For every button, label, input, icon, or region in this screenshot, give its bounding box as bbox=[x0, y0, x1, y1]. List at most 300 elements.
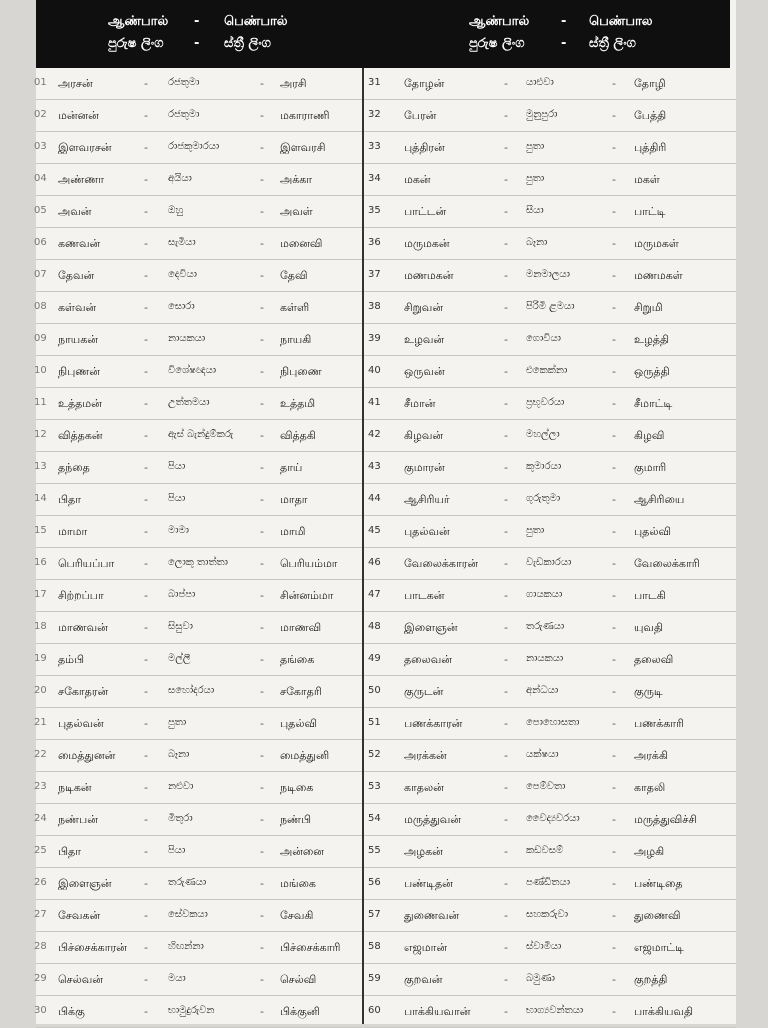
sinhala-word: උත්තමයා bbox=[168, 397, 210, 408]
table-row bbox=[36, 388, 362, 420]
dash: - bbox=[260, 1005, 264, 1018]
female-word: மங்கை bbox=[280, 877, 316, 890]
sinhala-word: තරුණයා bbox=[168, 877, 207, 888]
male-word: எஜமான் bbox=[404, 941, 448, 954]
sinhala-word: වෛද්‍යවරයා bbox=[526, 813, 580, 824]
dash: - bbox=[612, 173, 616, 186]
sinhala-word: භාමුදුරුවන bbox=[168, 1005, 215, 1016]
table-row bbox=[364, 484, 736, 516]
sinhala-word: පියා bbox=[168, 845, 186, 856]
row-number: 37 bbox=[368, 269, 381, 280]
row-number: 47 bbox=[368, 589, 381, 600]
table-row bbox=[364, 100, 736, 132]
male-word: மைத்துனன் bbox=[58, 749, 116, 762]
female-word: புத்திரி bbox=[634, 141, 667, 154]
female-word: புதல்வி bbox=[634, 525, 671, 538]
dash: - bbox=[612, 589, 616, 602]
dash: - bbox=[144, 141, 148, 154]
dash: - bbox=[504, 909, 508, 922]
row-number: 58 bbox=[368, 941, 381, 952]
header-male-tamil: ஆண்பால் bbox=[108, 14, 169, 29]
male-word: தோழன் bbox=[404, 77, 445, 90]
female-word: சின்னம்மா bbox=[280, 589, 334, 602]
dash: - bbox=[504, 973, 508, 986]
dash: - bbox=[144, 397, 148, 410]
dash: - bbox=[612, 301, 616, 314]
table-row bbox=[36, 612, 362, 644]
dash: - bbox=[144, 557, 148, 570]
dash: - bbox=[144, 877, 148, 890]
male-word: குமாரன் bbox=[404, 461, 445, 474]
dash: - bbox=[260, 941, 264, 954]
male-word: பிதா bbox=[58, 845, 81, 858]
dash: - bbox=[504, 141, 508, 154]
dash: - bbox=[612, 333, 616, 346]
dash: - bbox=[144, 493, 148, 506]
male-word: மகன் bbox=[404, 173, 431, 186]
row-number: 13 bbox=[34, 461, 47, 472]
sinhala-word: නායකයා bbox=[526, 653, 564, 664]
header-left bbox=[36, 0, 383, 68]
dash: - bbox=[260, 301, 264, 314]
table-row bbox=[36, 452, 362, 484]
sinhala-word: බෑනා bbox=[168, 749, 190, 760]
sinhala-word: ගොවියා bbox=[526, 333, 561, 344]
dash: - bbox=[260, 429, 264, 442]
male-word: இளவரசன் bbox=[58, 141, 112, 154]
row-number: 51 bbox=[368, 717, 381, 728]
sinhala-word: පෙම්වතා bbox=[526, 781, 566, 792]
dash: - bbox=[504, 397, 508, 410]
table-row bbox=[364, 612, 736, 644]
dash: - bbox=[144, 589, 148, 602]
female-word: ஆசிரியை bbox=[634, 493, 685, 506]
female-word: மகாராணி bbox=[280, 109, 330, 122]
dash: - bbox=[260, 397, 264, 410]
row-number: 09 bbox=[34, 333, 47, 344]
female-word: சகோதரி bbox=[280, 685, 322, 698]
dash: - bbox=[504, 877, 508, 890]
dash: - bbox=[260, 557, 264, 570]
dash: - bbox=[504, 813, 508, 826]
row-number: 07 bbox=[34, 269, 47, 280]
sinhala-word: බෑනා bbox=[526, 237, 548, 248]
row-number: 28 bbox=[34, 941, 47, 952]
row-number: 05 bbox=[34, 205, 47, 216]
dash: - bbox=[144, 909, 148, 922]
row-number: 20 bbox=[34, 685, 47, 696]
dash: - bbox=[504, 749, 508, 762]
sinhala-word: සේවකයා bbox=[168, 909, 208, 920]
dash: - bbox=[504, 557, 508, 570]
dash: - bbox=[144, 77, 148, 90]
female-word: பாட்டி bbox=[634, 205, 666, 218]
dash: - bbox=[612, 781, 616, 794]
sinhala-word: රාජකුමාරයා bbox=[168, 141, 220, 152]
male-word: நண்பன் bbox=[58, 813, 98, 826]
female-word: பெரியம்மா bbox=[280, 557, 338, 570]
sinhala-word: පුතා bbox=[526, 525, 545, 536]
table-row bbox=[364, 964, 736, 996]
dash: - bbox=[612, 845, 616, 858]
table-row bbox=[36, 868, 362, 900]
dash: - bbox=[144, 781, 148, 794]
female-word: மாணவி bbox=[280, 621, 322, 634]
table-row bbox=[36, 196, 362, 228]
dash: - bbox=[144, 237, 148, 250]
sinhala-word: පුතා bbox=[526, 173, 545, 184]
dash: - bbox=[260, 205, 264, 218]
male-word: அண்ணா bbox=[58, 173, 104, 186]
female-word: கள்ளி bbox=[280, 301, 310, 314]
dash: - bbox=[612, 621, 616, 634]
female-word: அவள் bbox=[280, 205, 313, 218]
header-dash: - bbox=[561, 36, 567, 51]
row-number: 06 bbox=[34, 237, 47, 248]
dash: - bbox=[504, 653, 508, 666]
table-row bbox=[364, 324, 736, 356]
row-number: 53 bbox=[368, 781, 381, 792]
sinhala-word: රජතුමා bbox=[168, 109, 200, 120]
female-word: வேலைக்காரி bbox=[634, 557, 700, 570]
dash: - bbox=[612, 525, 616, 538]
table-row bbox=[364, 68, 736, 100]
dash: - bbox=[260, 269, 264, 282]
table-row bbox=[36, 164, 362, 196]
dash: - bbox=[504, 205, 508, 218]
dash: - bbox=[260, 877, 264, 890]
male-word: பிக்கு bbox=[58, 1005, 85, 1018]
female-word: தங்கை bbox=[280, 653, 315, 666]
header-female-sinhala: ස්ත්‍රී ලිංග bbox=[224, 36, 271, 51]
sinhala-word: විශේෂඥයා bbox=[168, 365, 217, 376]
dash: - bbox=[612, 941, 616, 954]
sinhala-word: බමුණා bbox=[526, 973, 555, 984]
row-number: 50 bbox=[368, 685, 381, 696]
dash: - bbox=[612, 909, 616, 922]
table-row bbox=[364, 164, 736, 196]
male-word: மருமகன் bbox=[404, 237, 450, 250]
row-number: 38 bbox=[368, 301, 381, 312]
table-row bbox=[36, 420, 362, 452]
table-row bbox=[36, 804, 362, 836]
row-number: 12 bbox=[34, 429, 47, 440]
sinhala-word: ගුරුතුමා bbox=[526, 493, 561, 504]
sinhala-word: කුමාරයා bbox=[526, 461, 562, 472]
sinhala-word: සීයා bbox=[526, 205, 544, 216]
dash: - bbox=[144, 813, 148, 826]
dash: - bbox=[504, 941, 508, 954]
dash: - bbox=[144, 941, 148, 954]
table-row bbox=[364, 548, 736, 580]
male-word: மாமா bbox=[58, 525, 88, 538]
female-word: யுவதி bbox=[634, 621, 663, 634]
sinhala-word: හිඟන්නා bbox=[168, 941, 204, 952]
sinhala-word: එකෙක්නා bbox=[526, 365, 568, 376]
dash: - bbox=[260, 653, 264, 666]
header-dash: - bbox=[194, 36, 200, 51]
female-word: இளவரசி bbox=[280, 141, 326, 154]
dash: - bbox=[260, 461, 264, 474]
dash: - bbox=[144, 461, 148, 474]
dash: - bbox=[612, 877, 616, 890]
table-row bbox=[364, 900, 736, 932]
table-row bbox=[364, 580, 736, 612]
male-word: அரக்கன் bbox=[404, 749, 447, 762]
sinhala-word: පුතා bbox=[526, 141, 545, 152]
dash: - bbox=[144, 365, 148, 378]
male-word: அரசன் bbox=[58, 77, 93, 90]
female-word: அழகி bbox=[634, 845, 665, 858]
female-word: மைத்துனி bbox=[280, 749, 330, 762]
dash: - bbox=[504, 525, 508, 538]
dash: - bbox=[144, 749, 148, 762]
female-word: அரசி bbox=[280, 77, 307, 90]
row-number: 14 bbox=[34, 493, 47, 504]
dash: - bbox=[144, 973, 148, 986]
male-word: மருத்துவன் bbox=[404, 813, 461, 826]
male-word: கணவன் bbox=[58, 237, 101, 250]
male-word: வித்தகன் bbox=[58, 429, 103, 442]
sinhala-word: මල්ලී bbox=[168, 653, 191, 664]
dash: - bbox=[260, 333, 264, 346]
row-number: 26 bbox=[34, 877, 47, 888]
male-word: தேவன் bbox=[58, 269, 95, 282]
right-column bbox=[364, 68, 736, 1028]
male-word: அவன் bbox=[58, 205, 92, 218]
table-row bbox=[364, 932, 736, 964]
male-word: தலைவன் bbox=[404, 653, 452, 666]
male-word: பிதா bbox=[58, 493, 81, 506]
dash: - bbox=[504, 461, 508, 474]
row-number: 57 bbox=[368, 909, 381, 920]
male-word: இளைஞன் bbox=[58, 877, 112, 890]
female-word: தாய் bbox=[280, 461, 303, 474]
table-row bbox=[36, 516, 362, 548]
dash: - bbox=[612, 717, 616, 730]
female-word: அரக்கி bbox=[634, 749, 668, 762]
row-number: 19 bbox=[34, 653, 47, 664]
row-number: 52 bbox=[368, 749, 381, 760]
dash: - bbox=[260, 237, 264, 250]
sinhala-word: යක්ෂයා bbox=[526, 749, 559, 760]
male-word: நாயகன் bbox=[58, 333, 98, 346]
male-word: நிபுணன் bbox=[58, 365, 100, 378]
row-number: 60 bbox=[368, 1005, 381, 1016]
table-header bbox=[36, 0, 730, 68]
sinhala-word: මිතුරා bbox=[168, 813, 193, 824]
header-dash: - bbox=[561, 14, 567, 29]
dash: - bbox=[144, 109, 148, 122]
table-row bbox=[36, 292, 362, 324]
female-word: மணமகள் bbox=[634, 269, 683, 282]
table-row bbox=[364, 996, 736, 1028]
female-word: மருத்துவிச்சி bbox=[634, 813, 697, 826]
dash: - bbox=[260, 621, 264, 634]
female-word: மகள் bbox=[634, 173, 660, 186]
dash: - bbox=[612, 237, 616, 250]
table-row bbox=[364, 868, 736, 900]
sinhala-word: අයියා bbox=[168, 173, 192, 184]
female-word: உத்தமி bbox=[280, 397, 316, 410]
male-word: உத்தமன் bbox=[58, 397, 102, 410]
dash: - bbox=[260, 717, 264, 730]
sinhala-word: පිරිමි ළමයා bbox=[526, 301, 575, 312]
dash: - bbox=[612, 813, 616, 826]
sinhala-word: පණ්ඩිතයා bbox=[526, 877, 571, 888]
male-word: வேலைக்காரன் bbox=[404, 557, 479, 570]
sinhala-word: ප්‍රභුවරයා bbox=[526, 397, 565, 408]
sinhala-word: පොහොසතා bbox=[526, 717, 580, 728]
sinhala-word: මනමාලයා bbox=[526, 269, 570, 280]
row-number: 56 bbox=[368, 877, 381, 888]
female-word: செல்வி bbox=[280, 973, 317, 986]
table-row bbox=[36, 548, 362, 580]
female-word: ஒருத்தி bbox=[634, 365, 670, 378]
male-word: சீமான் bbox=[404, 397, 436, 410]
dash: - bbox=[260, 909, 264, 922]
row-number: 17 bbox=[34, 589, 47, 600]
table-row bbox=[36, 100, 362, 132]
dash: - bbox=[144, 653, 148, 666]
dash: - bbox=[260, 173, 264, 186]
female-word: குருடி bbox=[634, 685, 663, 698]
row-number: 30 bbox=[34, 1005, 47, 1016]
female-word: நடிகை bbox=[280, 781, 314, 794]
header-male-sinhala: පුරුෂ ලිංග bbox=[469, 36, 525, 51]
dash: - bbox=[504, 717, 508, 730]
sinhala-word: තරුණයා bbox=[526, 621, 565, 632]
row-number: 22 bbox=[34, 749, 47, 760]
female-word: வித்தகி bbox=[280, 429, 316, 442]
sinhala-word: පුතා bbox=[168, 717, 187, 728]
sinhala-word: සහකරුවා bbox=[526, 909, 569, 920]
row-number: 39 bbox=[368, 333, 381, 344]
dash: - bbox=[144, 301, 148, 314]
dash: - bbox=[612, 973, 616, 986]
table-row bbox=[364, 260, 736, 292]
row-number: 46 bbox=[368, 557, 381, 568]
row-number: 49 bbox=[368, 653, 381, 664]
female-word: பணக்காரி bbox=[634, 717, 684, 730]
female-word: மருமகள் bbox=[634, 237, 679, 250]
female-word: சிறுமி bbox=[634, 301, 663, 314]
male-word: துணைவன் bbox=[404, 909, 460, 922]
dash: - bbox=[612, 461, 616, 474]
female-word: அக்கா bbox=[280, 173, 313, 186]
sinhala-word: සිසුවා bbox=[168, 621, 193, 632]
male-word: புத்திரன் bbox=[404, 141, 445, 154]
table-row bbox=[36, 708, 362, 740]
dash: - bbox=[504, 685, 508, 698]
table-row bbox=[36, 644, 362, 676]
table-row bbox=[36, 932, 362, 964]
female-word: உழத்தி bbox=[634, 333, 670, 346]
male-word: இளைஞன் bbox=[404, 621, 458, 634]
male-word: பேரன் bbox=[404, 109, 437, 122]
row-number: 29 bbox=[34, 973, 47, 984]
dash: - bbox=[612, 77, 616, 90]
row-number: 24 bbox=[34, 813, 47, 824]
female-word: காதலி bbox=[634, 781, 666, 794]
table-row bbox=[364, 676, 736, 708]
row-number: 01 bbox=[34, 77, 47, 88]
header-female-sinhala: ස්ත්‍රී ලිංග bbox=[589, 36, 636, 51]
sinhala-word: ස්වාමියා bbox=[526, 941, 562, 952]
table-row bbox=[364, 516, 736, 548]
dash: - bbox=[260, 749, 264, 762]
dash: - bbox=[612, 397, 616, 410]
male-word: குறவன் bbox=[404, 973, 443, 986]
row-number: 43 bbox=[368, 461, 381, 472]
female-word: தோழி bbox=[634, 77, 666, 90]
table-row bbox=[36, 836, 362, 868]
row-number: 35 bbox=[368, 205, 381, 216]
dash: - bbox=[504, 845, 508, 858]
female-word: புதல்வி bbox=[280, 717, 317, 730]
sinhala-word: මාමා bbox=[168, 525, 189, 536]
table-row bbox=[364, 804, 736, 836]
table-row bbox=[364, 452, 736, 484]
table-row bbox=[36, 964, 362, 996]
row-number: 02 bbox=[34, 109, 47, 120]
male-word: சகோதரன் bbox=[58, 685, 109, 698]
row-number: 21 bbox=[34, 717, 47, 728]
dash: - bbox=[260, 493, 264, 506]
table-row bbox=[364, 420, 736, 452]
row-number: 32 bbox=[368, 109, 381, 120]
female-word: அன்னை bbox=[280, 845, 324, 858]
header-female-tamil: பெண்பால் bbox=[224, 14, 288, 29]
sinhala-word: කඩවසම් bbox=[526, 845, 564, 856]
sinhala-word: මහල්ලා bbox=[526, 429, 560, 440]
dash: - bbox=[504, 109, 508, 122]
sinhala-word: නළුවා bbox=[168, 781, 194, 792]
male-word: நடிகன் bbox=[58, 781, 92, 794]
male-word: பண்டிதன் bbox=[404, 877, 453, 890]
female-word: நாயகி bbox=[280, 333, 312, 346]
male-word: கிழவன் bbox=[404, 429, 444, 442]
dash: - bbox=[260, 525, 264, 538]
sinhala-word: සොරා bbox=[168, 301, 195, 312]
table-row bbox=[364, 740, 736, 772]
row-number: 03 bbox=[34, 141, 47, 152]
dash: - bbox=[612, 685, 616, 698]
dash: - bbox=[504, 429, 508, 442]
male-word: காதலன் bbox=[404, 781, 444, 794]
male-word: சிற்றப்பா bbox=[58, 589, 104, 602]
dash: - bbox=[612, 653, 616, 666]
dash: - bbox=[144, 845, 148, 858]
female-word: தலைவி bbox=[634, 653, 674, 666]
male-word: மாணவன் bbox=[58, 621, 108, 634]
female-word: பிச்சைக்காரி bbox=[280, 941, 341, 954]
dash: - bbox=[260, 973, 264, 986]
table-row bbox=[364, 196, 736, 228]
table-row bbox=[36, 772, 362, 804]
sinhala-word: මයා bbox=[168, 973, 186, 984]
dash: - bbox=[144, 269, 148, 282]
female-word: பாடகி bbox=[634, 589, 666, 602]
table-row bbox=[364, 708, 736, 740]
sinhala-word: මුනුපුරා bbox=[526, 109, 558, 120]
dash: - bbox=[612, 205, 616, 218]
table-row bbox=[36, 676, 362, 708]
male-word: கள்வன் bbox=[58, 301, 97, 314]
male-word: பெரியப்பா bbox=[58, 557, 115, 570]
dash: - bbox=[612, 269, 616, 282]
dash: - bbox=[260, 141, 264, 154]
